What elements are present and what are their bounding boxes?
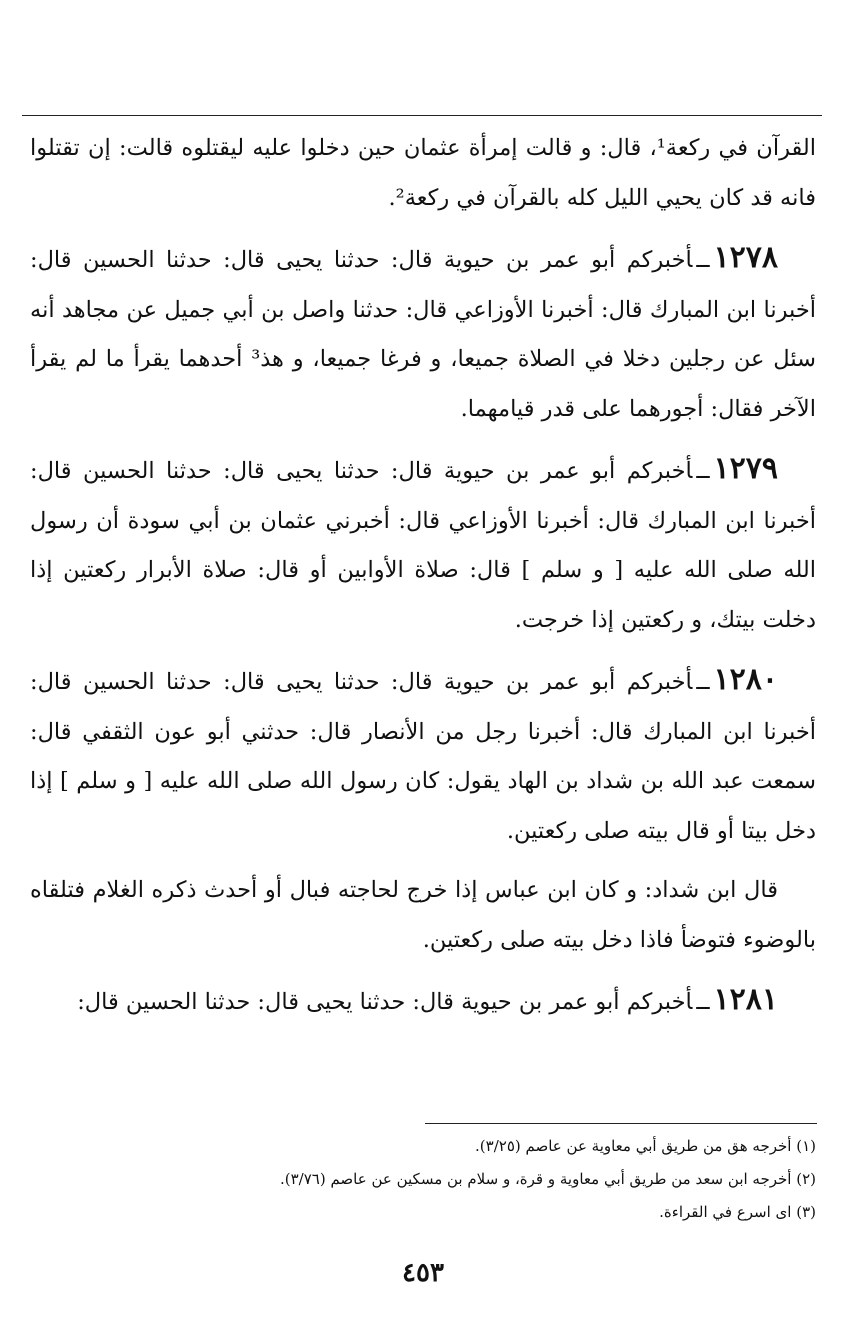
dash-separator: ــ	[696, 247, 710, 273]
dash-separator: ــ	[696, 458, 710, 484]
paragraph-continuation	[30, 124, 816, 223]
footnote-3: (٣) اى اسرع في القراءة.	[659, 1203, 816, 1221]
footnote-rule	[425, 1123, 817, 1124]
paragraph-text: أخبركم أبو عمر بن حيوية قال: حدثنا يحيى قال: حدثنا الحسين قال: أخبرنا ابن المبارك قال: أخبرنا الأوزاعي قال: حدثنا واصل بن أبي جميل عن مجاهد أنه سئل عن رجلين دخلا في الصلاة جميعا، و فرغا جميعا، و هذ³ أحدهما يقرأ ما لم يقرأ الآخر فقال: أجورهما على قدر قيامهما.	[30, 247, 816, 422]
footnote-1: (١) أخرجه هق من طريق أبي معاوية عن عاصم (٣/٢٥).	[475, 1137, 816, 1155]
paragraph-number: ١٢٨١	[713, 982, 778, 1017]
paragraph-text: أخبركم أبو عمر بن حيوية قال: حدثنا يحيى قال: حدثنا الحسين قال: أخبرنا ابن المبارك قال: أخبرنا رجل من الأنصار قال: حدثني أبو عون الثقفي قال: سمعت عبد الله بن شداد بن الهاد يقول: كان رسول الله صلى الله عليه [ و سلم ] إذا دخل بيتا أو قال بيته صلى ركعتين.	[30, 669, 816, 844]
paragraph-ibn-shaddad	[30, 866, 816, 965]
paragraph-text: أخبركم أبو عمر بن حيوية قال: حدثنا يحيى قال: حدثنا الحسين قال:	[77, 989, 693, 1015]
paragraph-1279	[30, 444, 816, 645]
footnotes	[30, 1130, 816, 1229]
paragraph-number: ١٢٨٠	[713, 662, 778, 697]
paragraph-number: ١٢٧٩	[713, 451, 778, 486]
paragraph-number: ١٢٧٨	[713, 240, 778, 275]
main-text	[30, 124, 816, 1038]
paragraph-text: قال ابن شداد: و كان ابن عباس إذا خرج لحاجته فبال أو أحدث ذكره الغلام فتلقاه بالوضوء فتوضأ فاذا دخل بيته صلى ركعتين.	[30, 877, 816, 953]
paragraph-1281	[30, 975, 816, 1028]
dash-separator: ــ	[696, 989, 710, 1015]
paragraph-1280	[30, 655, 816, 856]
paragraph-text: أخبركم أبو عمر بن حيوية قال: حدثنا يحيى قال: حدثنا الحسين قال: أخبرنا ابن المبارك قال: أخبرنا الأوزاعي قال: أخبرني عثمان بن أبي سودة أن رسول الله صلى الله عليه [ و سلم ] قال: صلاة الأوابين أو قال: صلاة الأبرار ركعتين إذا دخلت بيتك، و ركعتين إذا خرجت.	[30, 458, 816, 633]
page-number: ٤٥٣	[402, 1258, 444, 1288]
paragraph-1278	[30, 233, 816, 434]
dash-separator: ــ	[696, 669, 710, 695]
footnote-2: (٢) أخرجه ابن سعد من طريق أبي معاوية و قرة، و سلام بن مسكين عن عاصم (٣/٧٦).	[279, 1170, 816, 1188]
header-rule	[22, 115, 822, 116]
paragraph-text: القرآن في ركعة¹، قال: و قالت إمرأة عثمان حين دخلوا عليه ليقتلوه قالت: إن تقتلوا فانه قد كان يحيي الليل كله بالقرآن في ركعة².	[30, 135, 816, 211]
